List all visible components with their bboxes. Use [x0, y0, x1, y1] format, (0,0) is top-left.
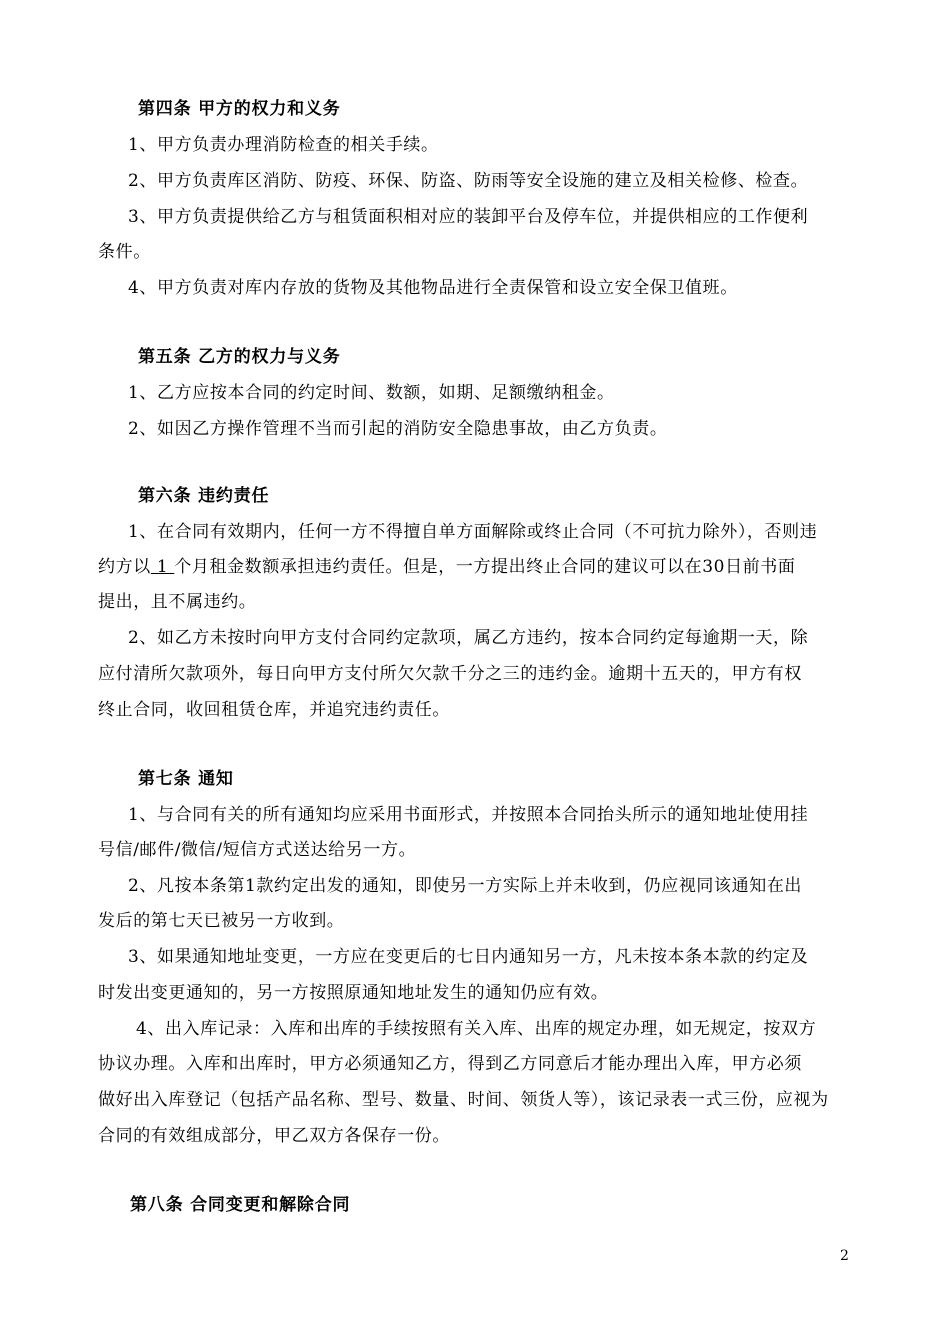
section-7-heading: 第七条 通知	[138, 769, 234, 789]
penalty-months-value: 1	[150, 557, 175, 577]
section-5-heading: 第五条 乙方的权力与义务	[138, 347, 341, 367]
section-8-heading: 第八条 合同变更和解除合同	[130, 1195, 351, 1215]
section-6-item-1-text-a: 约方以	[98, 557, 151, 577]
section-7-item-1-line-2: 号信/邮件/微信/短信方式送达给另一方。	[98, 840, 417, 860]
section-4-item-1: 1、甲方负责办理消防检查的相关手续。	[128, 135, 439, 155]
section-7-item-2-line-1: 2、凡按本条第1款约定出发的通知，即使另一方实际上并未收到，仍应视同该通知在出	[128, 876, 803, 896]
section-7-item-4-line-2: 协议办理。入库和出库时，甲方必须通知乙方，得到乙方同意后才能办理出入库，甲方必须	[98, 1054, 802, 1074]
section-6-item-2-line-3: 终止合同，收回租赁仓库，并追究违约责任。	[98, 700, 450, 720]
section-7-item-4-line-1: 4、出入库记录：入库和出库的手续按照有关入库、出库的规定办理，如无规定，按双方	[136, 1019, 817, 1039]
section-7-item-3-line-2: 时发出变更通知的，另一方按照原通知地址发生的通知仍应有效。	[98, 983, 609, 1003]
section-7-item-2-line-2: 发后的第七天已被另一方收到。	[98, 911, 345, 931]
section-6-heading: 第六条 违约责任	[138, 486, 270, 506]
section-4-item-4: 4、甲方负责对库内存放的货物及其他物品进行全责保管和设立安全保卫值班。	[128, 278, 738, 298]
section-5-item-1: 1、乙方应按本合同的约定时间、数额，如期、足额缴纳租金。	[128, 383, 615, 403]
section-6-item-2-line-1: 2、如乙方未按时向甲方支付合同约定款项，属乙方违约，按本合同约定每逾期一天，除	[128, 628, 809, 648]
section-7-item-1-line-1: 1、与合同有关的所有通知均应采用书面形式，并按照本合同抬头所示的通知地址使用挂	[128, 805, 809, 825]
section-7-item-4-line-4: 合同的有效组成部分，甲乙双方各保存一份。	[98, 1126, 450, 1146]
section-4-item-3-line-1: 3、甲方负责提供给乙方与租赁面积相对应的装卸平台及停车位，并提供相应的工作便利	[128, 207, 809, 227]
section-6-item-1-line-1: 1、在合同有效期内，任何一方不得擅自单方面解除或终止合同（不可抗力除外），否则违	[128, 522, 818, 542]
section-4-item-2: 2、甲方负责库区消防、防疫、环保、防盗、防雨等安全设施的建立及相关检修、检查。	[128, 171, 809, 191]
section-4-heading: 第四条 甲方的权力和义务	[138, 99, 341, 119]
section-6-item-1-line-2	[98, 555, 858, 579]
section-4-item-3-line-2: 条件。	[98, 242, 151, 262]
section-7-item-4-line-3: 做好出入库登记（包括产品名称、型号、数量、时间、领货人等），该记录表一式三份，应视为	[98, 1090, 829, 1110]
page-number: 2	[840, 1248, 849, 1264]
section-6-item-1-line-3: 提出，且不属违约。	[98, 592, 257, 612]
section-6-item-2-line-2: 应付清所欠款项外，每日向甲方支付所欠欠款千分之三的违约金。逾期十五天的，甲方有权	[98, 664, 802, 684]
section-7-item-3-line-1: 3、如果通知地址变更，一方应在变更后的七日内通知另一方，凡未按本条本款的约定及	[128, 947, 809, 967]
section-6-item-1-text-b: 个月租金数额承担违约责任。但是，一方提出终止合同的建议可以在30日前书面	[174, 557, 796, 577]
section-5-item-2: 2、如因乙方操作管理不当而引起的消防安全隐患事故，由乙方负责。	[128, 419, 668, 439]
